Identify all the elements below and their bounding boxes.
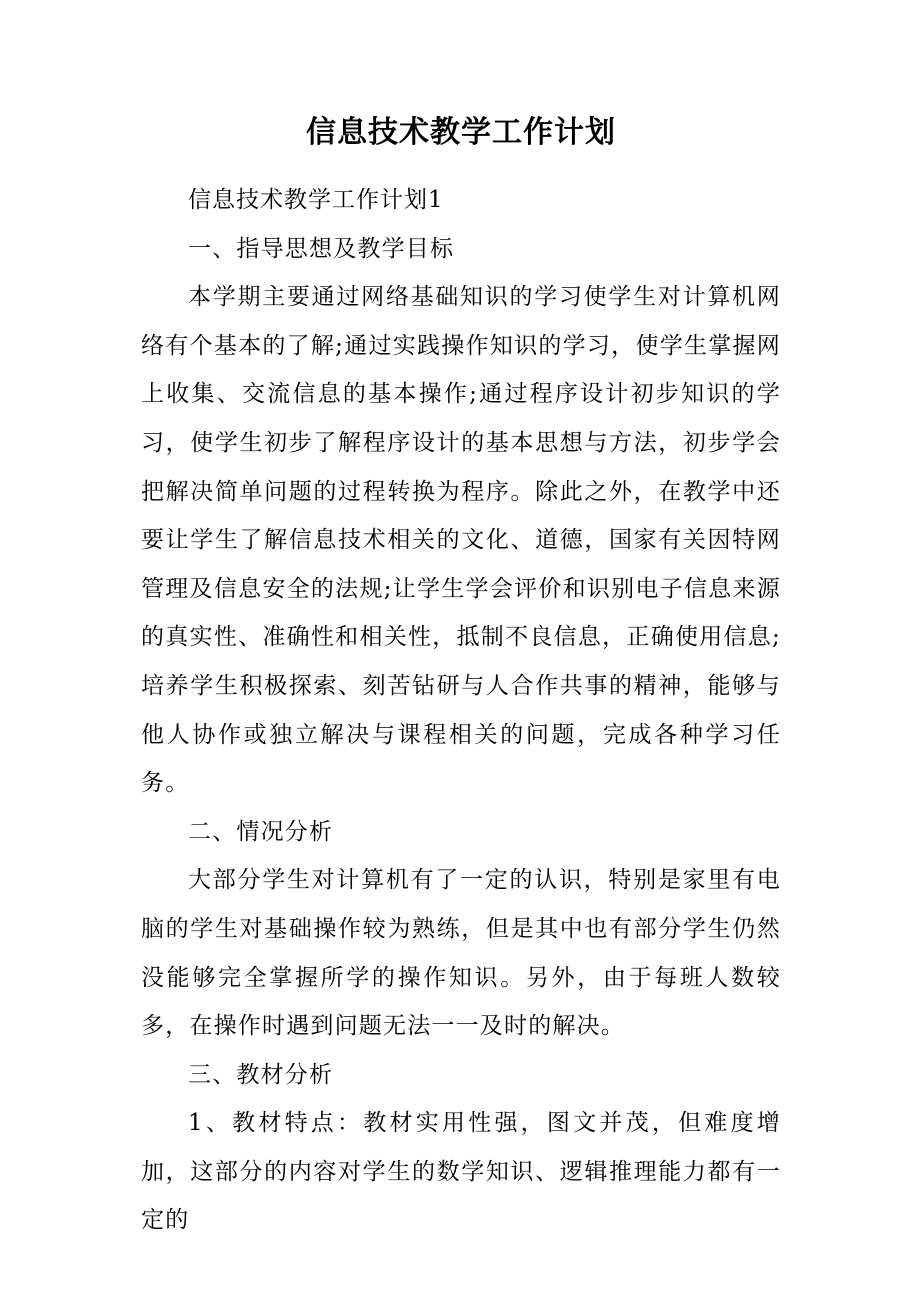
document-title: 信息技术教学工作计划 <box>306 115 616 150</box>
section-heading-2: 二、情况分析 <box>188 818 334 845</box>
paragraph-goals: 本学期主要通过网络基础知识的学习使学生对计算机网络有个基本的了解;通过实践操作知识的学习，使学生掌握网上收集、交流信息的基本操作;通过程序设计初步知识的学习，使学生初步了解程序设计的基本思想与方法，初步学会把解决简单问题的过程转换为程序。除此之外，在教学中还要让学生了解信息技术相关的文化、道德，国家有关因特网管理及信息安全的法规;让学生学会评价和识别电子信息来源的真实性、准确性和相关性，抵制不良信息，正确使用信息;培养学生积极探索、刻苦钻研与人合作共事的精神，能够与他人协作或独立解决与课程相关的问题，完成各种学习任务。 <box>141 284 781 797</box>
section-heading-3: 三、教材分析 <box>188 1061 334 1088</box>
section-heading-1: 一、指导思想及教学目标 <box>188 235 455 262</box>
plan-subtitle: 信息技术教学工作计划1 <box>188 187 444 213</box>
document-page <box>141 108 781 1245</box>
paragraph-textbook: 1、教材特点：教材实用性强，图文并茂，但难度增加，这部分的内容对学生的数学知识、逻辑推理能力都有一定的 <box>141 1110 781 1234</box>
paragraph-analysis: 大部分学生对计算机有了一定的认识，特别是家里有电脑的学生对基础操作较为熟练，但是其中也有部分学生仍然没能够完全掌握所学的操作知识。另外，由于每班人数较多，在操作时遇到问题无法一一及时的解决。 <box>141 867 781 1040</box>
